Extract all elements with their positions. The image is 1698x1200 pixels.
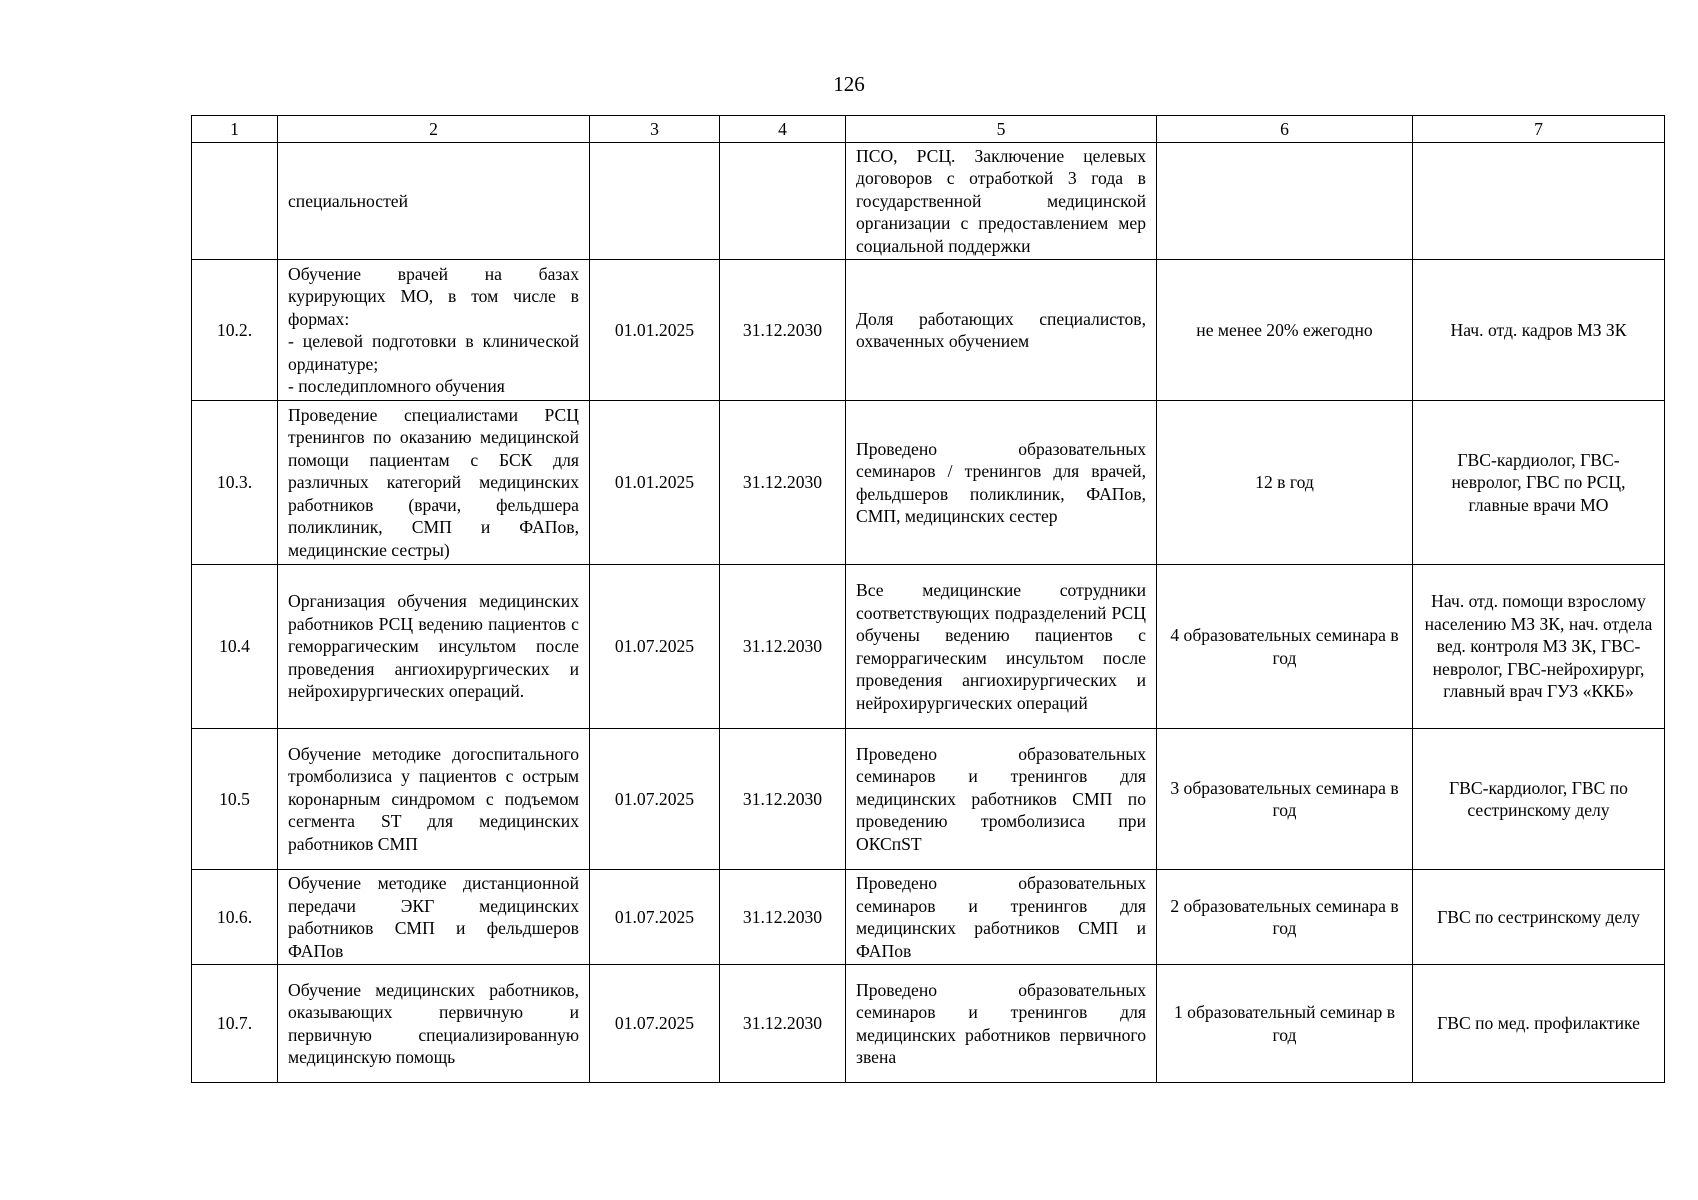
cell-indicator: Проведено образовательных семинаров и тренингов для медицинских работников СМП по проведению тромболизиса при ОКСпST bbox=[846, 729, 1157, 870]
cell-num bbox=[192, 143, 278, 260]
table-row bbox=[192, 965, 1665, 1083]
column-header-5: 5 bbox=[846, 116, 1157, 143]
cell-num: 10.4 bbox=[192, 565, 278, 729]
column-header-3: 3 bbox=[590, 116, 720, 143]
table-row bbox=[192, 729, 1665, 870]
cell-indicator: Все медицинские сотрудники соответствующих подразделений РСЦ обучены ведению пациентов с геморрагическим инсультом после проведения ангиохирургических и нейрохирургических операций bbox=[846, 565, 1157, 729]
cell-indicator: Проведено образовательных семинаров и тренингов для медицинских работников первичного звена bbox=[846, 965, 1157, 1083]
cell-num: 10.2. bbox=[192, 260, 278, 401]
cell-responsible: ГВС-кардиолог, ГВС-невролог, ГВС по РСЦ, главные врачи МО bbox=[1413, 401, 1665, 565]
cell-start: 01.07.2025 bbox=[590, 965, 720, 1083]
page-number: 126 bbox=[833, 72, 865, 96]
column-header-6: 6 bbox=[1157, 116, 1413, 143]
cell-target: 1 образовательный семинар в год bbox=[1157, 965, 1413, 1083]
cell-event: Обучение медицинских работников, оказывающих первичную и первичную специализированную медицинскую помощь bbox=[278, 965, 590, 1083]
cell-indicator: Проведено образовательных семинаров / тренингов для врачей, фельдшеров поликлиник, ФАПов, СМП, медицинских сестер bbox=[846, 401, 1157, 565]
column-header-4: 4 bbox=[720, 116, 846, 143]
column-header-1: 1 bbox=[192, 116, 278, 143]
cell-responsible bbox=[1413, 143, 1665, 260]
cell-target: 3 образовательных семинара в год bbox=[1157, 729, 1413, 870]
cell-end: 31.12.2030 bbox=[720, 401, 846, 565]
cell-start: 01.07.2025 bbox=[590, 565, 720, 729]
cell-start: 01.01.2025 bbox=[590, 401, 720, 565]
table-row bbox=[192, 260, 1665, 401]
cell-start bbox=[590, 143, 720, 260]
cell-responsible: Нач. отд. кадров МЗ ЗК bbox=[1413, 260, 1665, 401]
cell-num: 10.7. bbox=[192, 965, 278, 1083]
cell-start: 01.07.2025 bbox=[590, 729, 720, 870]
cell-responsible: ГВС-кардиолог, ГВС по сестринскому делу bbox=[1413, 729, 1665, 870]
cell-indicator: Доля работающих специалистов, охваченных обучением bbox=[846, 260, 1157, 401]
cell-event: Обучение методике дистанционной передачи ЭКГ медицинских работников СМП и фельдшеров ФАПов bbox=[278, 870, 590, 965]
cell-event: Организация обучения медицинских работников РСЦ ведению пациентов с геморрагическим инсультом после проведения ангиохирургических и нейрохирургических операций. bbox=[278, 565, 590, 729]
table-row bbox=[192, 565, 1665, 729]
table-row-continuation bbox=[192, 143, 1665, 260]
cell-end bbox=[720, 143, 846, 260]
cell-target: 2 образовательных семинара в год bbox=[1157, 870, 1413, 965]
cell-start: 01.01.2025 bbox=[590, 260, 720, 401]
cell-num: 10.5 bbox=[192, 729, 278, 870]
cell-event: Проведение специалистами РСЦ тренингов по оказанию медицинской помощи пациентам с БСК для различных категорий медицинских работников (врачи, фельдшера поликлиник, СМП и ФАПов, медицинские сестры) bbox=[278, 401, 590, 565]
cell-target: не менее 20% ежегодно bbox=[1157, 260, 1413, 401]
cell-num: 10.6. bbox=[192, 870, 278, 965]
measures-table bbox=[191, 115, 1665, 1083]
event-text: Обучение врачей на базах курирующих МО, в том числе в формах: bbox=[288, 263, 579, 329]
cell-end: 31.12.2030 bbox=[720, 260, 846, 401]
cell-indicator: Проведено образовательных семинаров и тренингов для медицинских работников СМП и ФАПов bbox=[846, 870, 1157, 965]
cell-start: 01.07.2025 bbox=[590, 870, 720, 965]
cell-target: 4 образовательных семинара в год bbox=[1157, 565, 1413, 729]
cell-indicator: ПСО, РСЦ. Заключение целевых договоров с отработкой 3 года в государственной медицинской организации с предоставлением мер социальной поддержки bbox=[846, 143, 1157, 260]
column-header-7: 7 bbox=[1413, 116, 1665, 143]
column-header-2: 2 bbox=[278, 116, 590, 143]
cell-event bbox=[278, 260, 590, 401]
cell-end: 31.12.2030 bbox=[720, 870, 846, 965]
cell-event: Обучение методике догоспитального тромболизиса у пациентов с острым коронарным синдромом с подъемом сегмента ST для медицинских работников СМП bbox=[278, 729, 590, 870]
cell-end: 31.12.2030 bbox=[720, 965, 846, 1083]
cell-responsible: ГВС по мед. профилактике bbox=[1413, 965, 1665, 1083]
table-row bbox=[192, 401, 1665, 565]
event-item: - целевой подготовки в клинической ординатуре; bbox=[288, 331, 579, 374]
cell-end: 31.12.2030 bbox=[720, 729, 846, 870]
cell-responsible: Нач. отд. помощи взрослому населению МЗ ЗК, нач. отдела вед. контроля МЗ ЗК, ГВС-невролог, ГВС-нейрохирург, главный врач ГУЗ «ККБ» bbox=[1413, 565, 1665, 729]
cell-event: специальностей bbox=[278, 143, 590, 260]
cell-responsible: ГВС по сестринскому делу bbox=[1413, 870, 1665, 965]
cell-end: 31.12.2030 bbox=[720, 565, 846, 729]
cell-num: 10.3. bbox=[192, 401, 278, 565]
cell-target: 12 в год bbox=[1157, 401, 1413, 565]
cell-target bbox=[1157, 143, 1413, 260]
table-row bbox=[192, 870, 1665, 965]
event-item: - последипломного обучения bbox=[288, 376, 505, 396]
header-row bbox=[192, 116, 1665, 143]
